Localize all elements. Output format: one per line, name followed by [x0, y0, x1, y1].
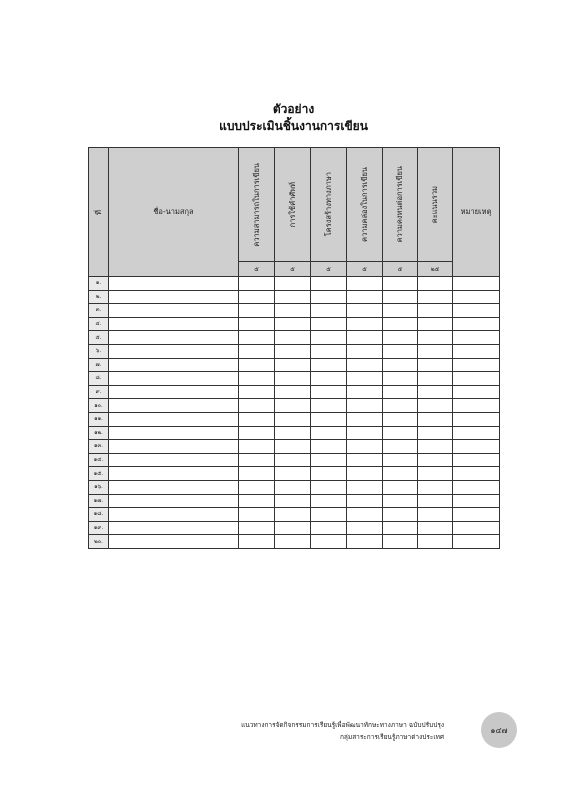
row-number: ๘. — [89, 372, 109, 386]
row-number: ๑๗. — [89, 494, 109, 508]
criterion-4-cell — [347, 535, 383, 549]
criterion-4-cell — [347, 372, 383, 386]
table-row — [89, 358, 500, 372]
criterion-2-cell — [275, 317, 311, 331]
criterion-2-cell — [275, 480, 311, 494]
header-criterion-4: ความคล่องในการเขียน — [347, 148, 383, 262]
criterion-4-cell — [347, 521, 383, 535]
criterion-2-cell — [275, 426, 311, 440]
name-cell — [109, 331, 239, 345]
criterion-2-cell — [275, 535, 311, 549]
criterion-2-cell — [275, 521, 311, 535]
criterion-2-cell — [275, 508, 311, 522]
row-number: ๑๙. — [89, 521, 109, 535]
criterion-5-cell — [383, 372, 418, 386]
criterion-2-cell — [275, 453, 311, 467]
row-number: ๑. — [89, 277, 109, 291]
total-cell — [418, 290, 453, 304]
row-number: ๓. — [89, 304, 109, 318]
criterion-3-cell — [311, 508, 347, 522]
criterion-4-cell — [347, 358, 383, 372]
remark-cell — [453, 467, 500, 481]
criterion-1-cell — [239, 453, 275, 467]
total-cell — [418, 494, 453, 508]
page-number-badge — [481, 712, 517, 748]
criterion-1-cell — [239, 385, 275, 399]
criterion-3-cell — [311, 440, 347, 454]
row-number: ๑๒. — [89, 426, 109, 440]
header-no: ที่ — [89, 148, 109, 277]
remark-cell — [453, 480, 500, 494]
name-cell — [109, 304, 239, 318]
criterion-3-cell — [311, 290, 347, 304]
total-cell — [418, 317, 453, 331]
remark-cell — [453, 331, 500, 345]
criterion-3-cell — [311, 467, 347, 481]
row-number: ๒. — [89, 290, 109, 304]
criterion-2-cell — [275, 344, 311, 358]
criterion-1-cell — [239, 508, 275, 522]
criterion-2-cell — [275, 399, 311, 413]
name-cell — [109, 344, 239, 358]
criterion-5-cell — [383, 304, 418, 318]
table-row — [89, 331, 500, 345]
total-cell — [418, 304, 453, 318]
table-row — [89, 344, 500, 358]
table-row — [89, 480, 500, 494]
row-number: ๗. — [89, 358, 109, 372]
table-row — [89, 426, 500, 440]
criterion-3-cell — [311, 453, 347, 467]
remark-cell — [453, 385, 500, 399]
criterion-1-cell — [239, 521, 275, 535]
name-cell — [109, 535, 239, 549]
criterion-2-cell — [275, 494, 311, 508]
total-cell — [418, 399, 453, 413]
remark-cell — [453, 440, 500, 454]
remark-cell — [453, 508, 500, 522]
criterion-4-cell — [347, 412, 383, 426]
table-row — [89, 385, 500, 399]
row-number: ๑๖. — [89, 480, 109, 494]
criterion-3-cell — [311, 372, 347, 386]
criterion-1-cell — [239, 317, 275, 331]
remark-cell — [453, 304, 500, 318]
row-number: ๔. — [89, 317, 109, 331]
criterion-1-cell — [239, 494, 275, 508]
criterion-2-cell — [275, 277, 311, 291]
max-score-5: ๕ — [383, 262, 418, 277]
remark-cell — [453, 521, 500, 535]
total-cell — [418, 372, 453, 386]
remark-cell — [453, 344, 500, 358]
page-title: ตัวอย่าง — [272, 102, 315, 116]
criterion-3-cell — [311, 358, 347, 372]
name-cell — [109, 385, 239, 399]
criterion-1-cell — [239, 277, 275, 291]
criterion-5-cell — [383, 480, 418, 494]
form-subtitle: แบบประเมินชิ้นงานการเขียน — [219, 119, 368, 133]
criterion-1-cell — [239, 399, 275, 413]
criterion-1-cell — [239, 467, 275, 481]
table-body — [89, 277, 500, 549]
name-cell — [109, 372, 239, 386]
criterion-2-cell — [275, 290, 311, 304]
criterion-4-cell — [347, 385, 383, 399]
criterion-1-cell — [239, 290, 275, 304]
table-row — [89, 372, 500, 386]
criterion-1-cell — [239, 358, 275, 372]
criterion-2-cell — [275, 331, 311, 345]
criterion-3-cell — [311, 494, 347, 508]
header-remark: หมายเหตุ — [453, 148, 500, 277]
remark-cell — [453, 535, 500, 549]
criterion-4-cell — [347, 426, 383, 440]
remark-cell — [453, 426, 500, 440]
criterion-1-cell — [239, 331, 275, 345]
total-cell — [418, 331, 453, 345]
remark-cell — [453, 372, 500, 386]
criterion-4-cell — [347, 331, 383, 345]
name-cell — [109, 453, 239, 467]
criterion-2-cell — [275, 358, 311, 372]
total-cell — [418, 480, 453, 494]
remark-cell — [453, 358, 500, 372]
table-row — [89, 535, 500, 549]
table-row — [89, 494, 500, 508]
remark-cell — [453, 453, 500, 467]
name-cell — [109, 317, 239, 331]
table-row — [89, 317, 500, 331]
criterion-5-cell — [383, 440, 418, 454]
remark-cell — [453, 494, 500, 508]
total-cell — [418, 453, 453, 467]
max-score-4: ๕ — [347, 262, 383, 277]
criterion-5-cell — [383, 426, 418, 440]
footer-book-title: แนวทางการจัดกิจกรรมการเรียนรู้เพื่อพัฒนาทักษะทางภาษา ฉบับปรับปรุง — [241, 721, 444, 729]
row-number: ๑๑. — [89, 412, 109, 426]
criterion-5-cell — [383, 535, 418, 549]
name-cell — [109, 480, 239, 494]
row-number: ๑๓. — [89, 440, 109, 454]
name-cell — [109, 399, 239, 413]
total-cell — [418, 385, 453, 399]
max-score-2: ๕ — [275, 262, 311, 277]
criterion-4-cell — [347, 467, 383, 481]
criterion-3-cell — [311, 385, 347, 399]
criterion-5-cell — [383, 453, 418, 467]
criterion-4-cell — [347, 508, 383, 522]
name-cell — [109, 467, 239, 481]
table-row — [89, 453, 500, 467]
table-row — [89, 304, 500, 318]
criterion-1-cell — [239, 344, 275, 358]
total-cell — [418, 277, 453, 291]
name-cell — [109, 440, 239, 454]
criterion-3-cell — [311, 344, 347, 358]
page-number: ๑๔๗ — [490, 725, 508, 735]
criterion-4-cell — [347, 317, 383, 331]
criterion-4-cell — [347, 453, 383, 467]
footer-subject-group: กลุ่มสาระการเรียนรู้ภาษาต่างประเทศ — [340, 733, 444, 741]
criterion-3-cell — [311, 304, 347, 318]
name-cell — [109, 412, 239, 426]
criterion-1-cell — [239, 535, 275, 549]
criterion-5-cell — [383, 412, 418, 426]
criterion-1-cell — [239, 304, 275, 318]
criterion-2-cell — [275, 372, 311, 386]
table-row — [89, 277, 500, 291]
criterion-4-cell — [347, 399, 383, 413]
row-number: ๙. — [89, 385, 109, 399]
criterion-3-cell — [311, 399, 347, 413]
table-row — [89, 290, 500, 304]
row-number: ๑๕. — [89, 467, 109, 481]
criterion-5-cell — [383, 344, 418, 358]
header-criterion-2: การใช้คำศัพท์ — [275, 148, 311, 262]
total-cell — [418, 412, 453, 426]
criterion-4-cell — [347, 290, 383, 304]
criterion-4-cell — [347, 494, 383, 508]
header-criterion-5: ความคงทนต่อการเขียน — [383, 148, 418, 262]
criterion-1-cell — [239, 480, 275, 494]
criterion-5-cell — [383, 331, 418, 345]
criterion-1-cell — [239, 372, 275, 386]
criterion-4-cell — [347, 304, 383, 318]
criterion-2-cell — [275, 385, 311, 399]
criterion-3-cell — [311, 412, 347, 426]
remark-cell — [453, 317, 500, 331]
remark-cell — [453, 277, 500, 291]
name-cell — [109, 277, 239, 291]
total-cell — [418, 440, 453, 454]
header-name: ชื่อ-นามสกุล — [109, 148, 239, 277]
name-cell — [109, 290, 239, 304]
remark-cell — [453, 412, 500, 426]
total-cell — [418, 426, 453, 440]
row-number: ๒๐. — [89, 535, 109, 549]
header-total: คะแนนรวม — [418, 148, 453, 262]
header-criterion-1: ความสามารถในการเขียน — [239, 148, 275, 262]
table-row — [89, 412, 500, 426]
criterion-1-cell — [239, 426, 275, 440]
table-row — [89, 521, 500, 535]
max-score-total: ๒๕ — [418, 262, 453, 277]
remark-cell — [453, 290, 500, 304]
total-cell — [418, 358, 453, 372]
criterion-3-cell — [311, 331, 347, 345]
total-cell — [418, 508, 453, 522]
criterion-4-cell — [347, 277, 383, 291]
max-score-3: ๕ — [311, 262, 347, 277]
name-cell — [109, 521, 239, 535]
criterion-5-cell — [383, 317, 418, 331]
criterion-4-cell — [347, 344, 383, 358]
criterion-2-cell — [275, 467, 311, 481]
criterion-2-cell — [275, 440, 311, 454]
remark-cell — [453, 399, 500, 413]
criterion-3-cell — [311, 535, 347, 549]
header-criterion-3: โครงสร้างทางภาษา — [311, 148, 347, 262]
assessment-table — [88, 147, 500, 549]
row-number: ๑๔. — [89, 453, 109, 467]
table-row — [89, 467, 500, 481]
criterion-3-cell — [311, 521, 347, 535]
criterion-5-cell — [383, 521, 418, 535]
total-cell — [418, 344, 453, 358]
criterion-4-cell — [347, 480, 383, 494]
table-row — [89, 440, 500, 454]
row-number: ๑๐. — [89, 399, 109, 413]
criterion-4-cell — [347, 440, 383, 454]
criterion-2-cell — [275, 412, 311, 426]
criterion-5-cell — [383, 277, 418, 291]
row-number: ๕. — [89, 331, 109, 345]
criterion-5-cell — [383, 385, 418, 399]
max-score-1: ๕ — [239, 262, 275, 277]
total-cell — [418, 521, 453, 535]
criterion-3-cell — [311, 277, 347, 291]
criterion-5-cell — [383, 358, 418, 372]
criterion-5-cell — [383, 399, 418, 413]
table-row — [89, 508, 500, 522]
criterion-1-cell — [239, 412, 275, 426]
name-cell — [109, 426, 239, 440]
criterion-3-cell — [311, 426, 347, 440]
criterion-1-cell — [239, 440, 275, 454]
row-number: ๑๘. — [89, 508, 109, 522]
table-row — [89, 399, 500, 413]
criterion-5-cell — [383, 290, 418, 304]
name-cell — [109, 358, 239, 372]
row-number: ๖. — [89, 344, 109, 358]
criterion-5-cell — [383, 508, 418, 522]
criterion-3-cell — [311, 480, 347, 494]
criterion-5-cell — [383, 494, 418, 508]
name-cell — [109, 508, 239, 522]
total-cell — [418, 467, 453, 481]
total-cell — [418, 535, 453, 549]
criterion-2-cell — [275, 304, 311, 318]
criterion-5-cell — [383, 467, 418, 481]
criterion-3-cell — [311, 317, 347, 331]
name-cell — [109, 494, 239, 508]
